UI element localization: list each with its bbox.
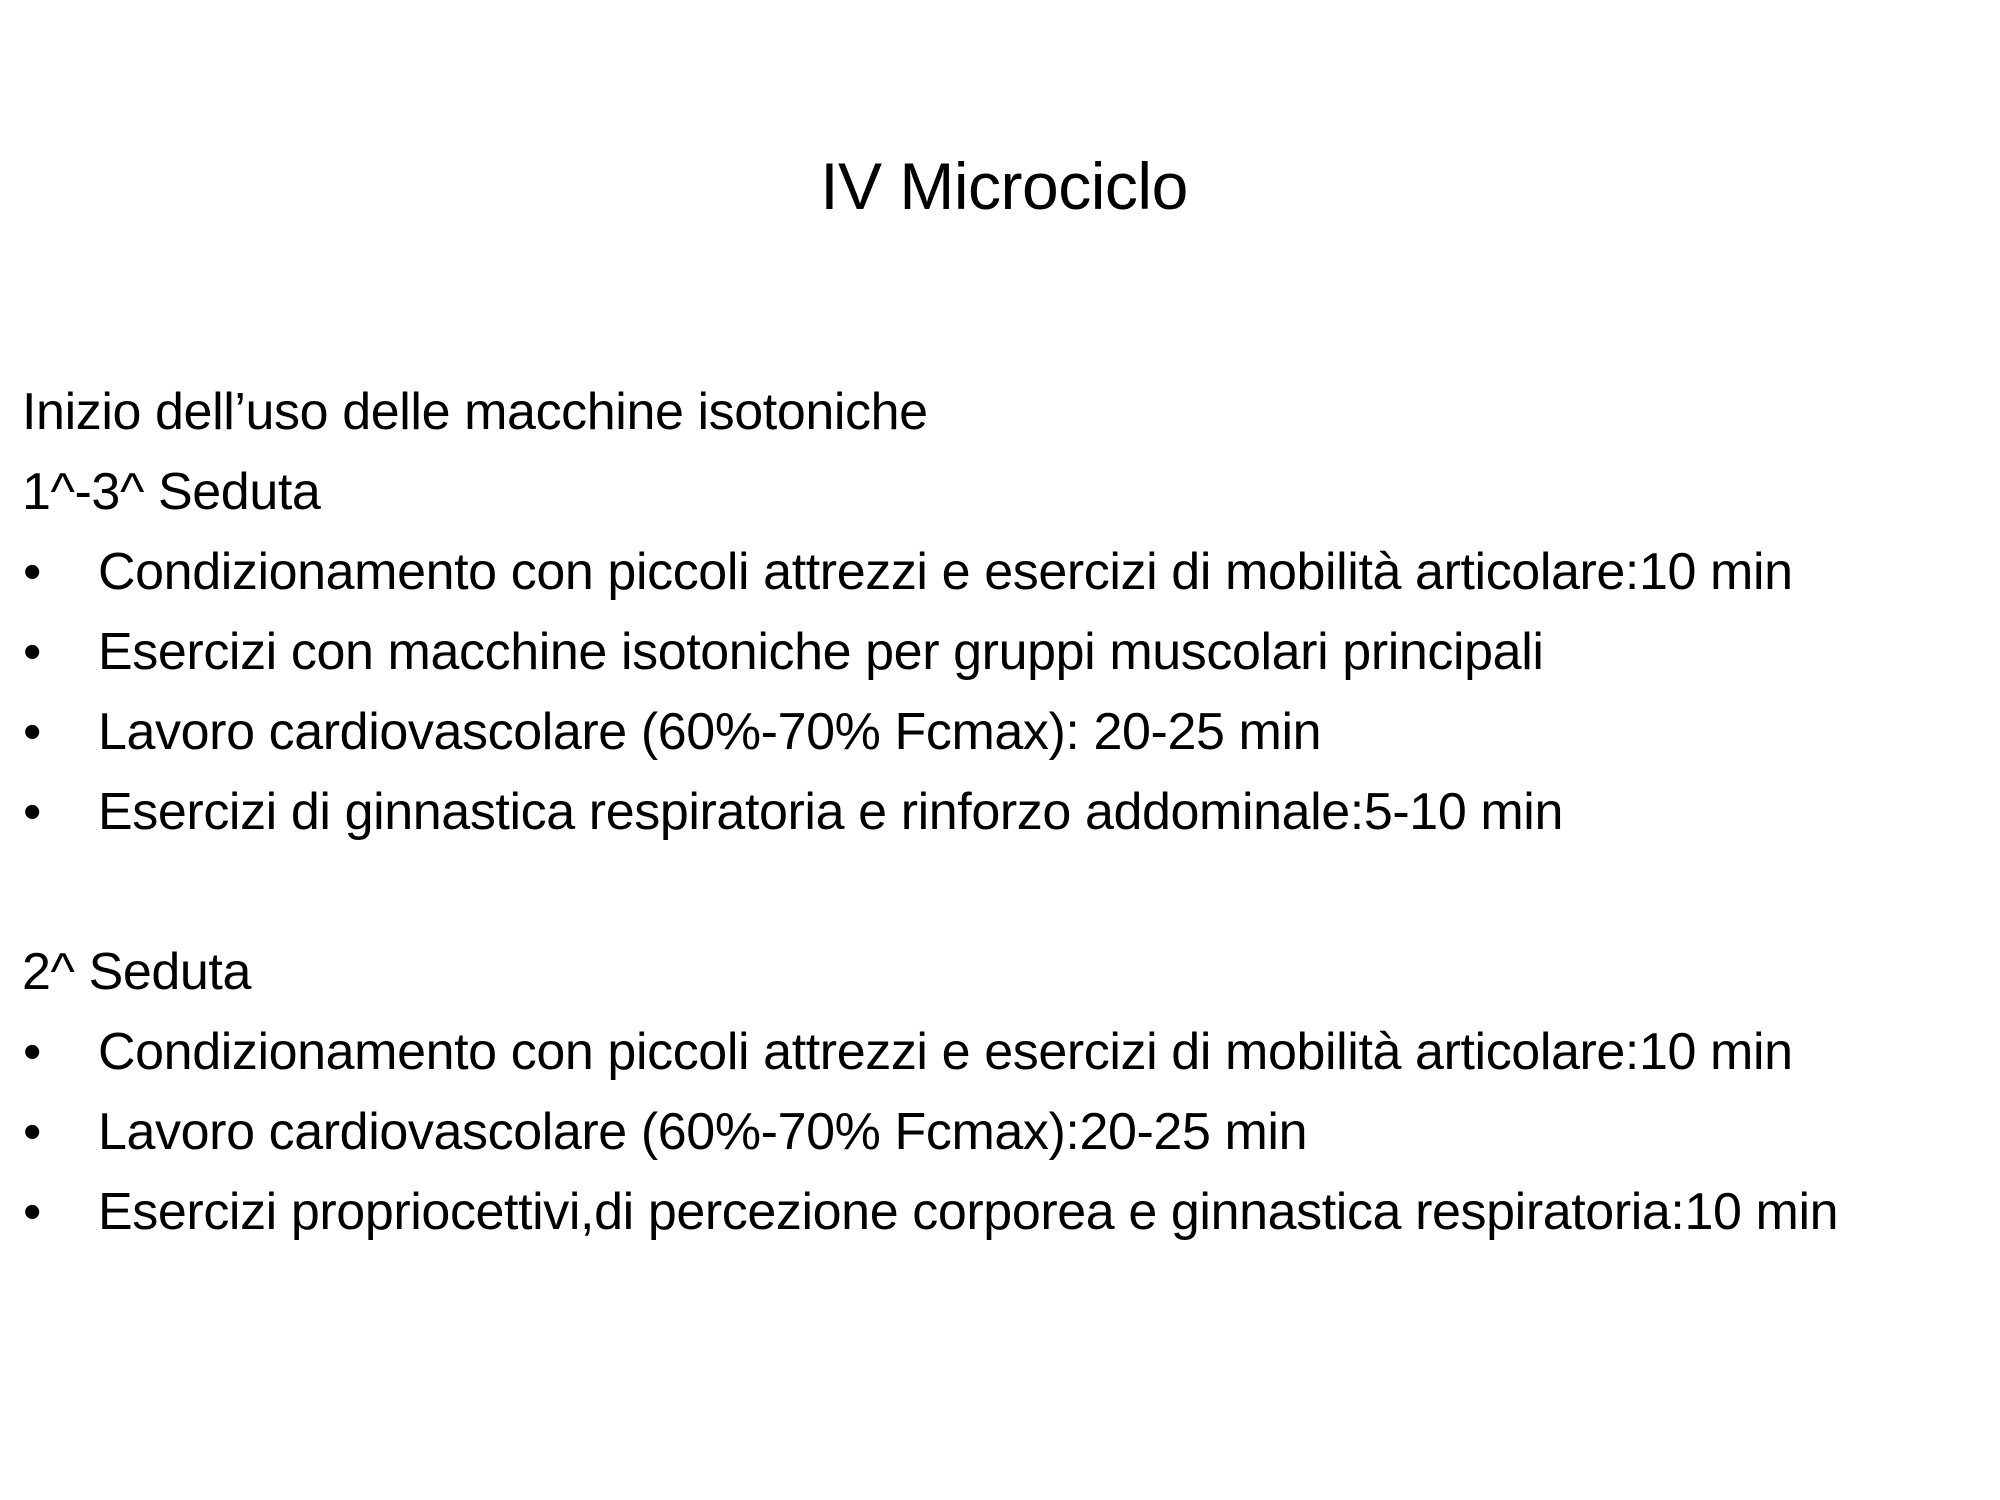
list-item [22,532,1957,612]
list-item-text: Esercizi di ginnastica respiratoria e rinforzo addominale:5-10 min [98,783,1563,841]
section-heading-1: 1^-3^ Seduta [22,463,321,521]
list-item-text: Lavoro cardiovascolare (60%-70% Fcmax):20-25 min [98,1103,1308,1161]
slide-body [22,372,1957,1252]
slide-title: IV Microciclo [820,149,1188,223]
bullet-icon: • [23,1183,41,1241]
list-item-text: Esercizi propriocettivi,di percezione corporea e ginnastica respiratoria:10 min [98,1183,1839,1241]
list-item [22,692,1957,772]
list-item-text: Condizionamento con piccoli attrezzi e esercizi di mobilità articolare:10 min [98,1023,1793,1081]
list-item [22,1172,1957,1252]
bullet-icon: • [23,623,41,681]
list-item-text: Esercizi con macchine isotoniche per gruppi muscolari principali [98,623,1544,681]
list-item-text: Condizionamento con piccoli attrezzi e esercizi di mobilità articolare:10 min [98,543,1793,601]
list-item [22,612,1957,692]
bullet-icon: • [23,543,41,601]
section-heading-2: 2^ Seduta [22,943,251,1001]
intro-line: Inizio dell’uso delle macchine isotoniche [22,383,928,441]
bullet-icon: • [23,1103,41,1161]
list-item [22,1012,1957,1092]
list-item [22,1092,1957,1172]
section-spacer [22,852,1957,932]
bullet-icon: • [23,703,41,761]
list-item-text: Lavoro cardiovascolare (60%-70% Fcmax): 20-25 min [98,703,1322,761]
bullet-icon: • [23,783,41,841]
bullet-icon: • [23,1023,41,1081]
list-item [22,772,1957,852]
